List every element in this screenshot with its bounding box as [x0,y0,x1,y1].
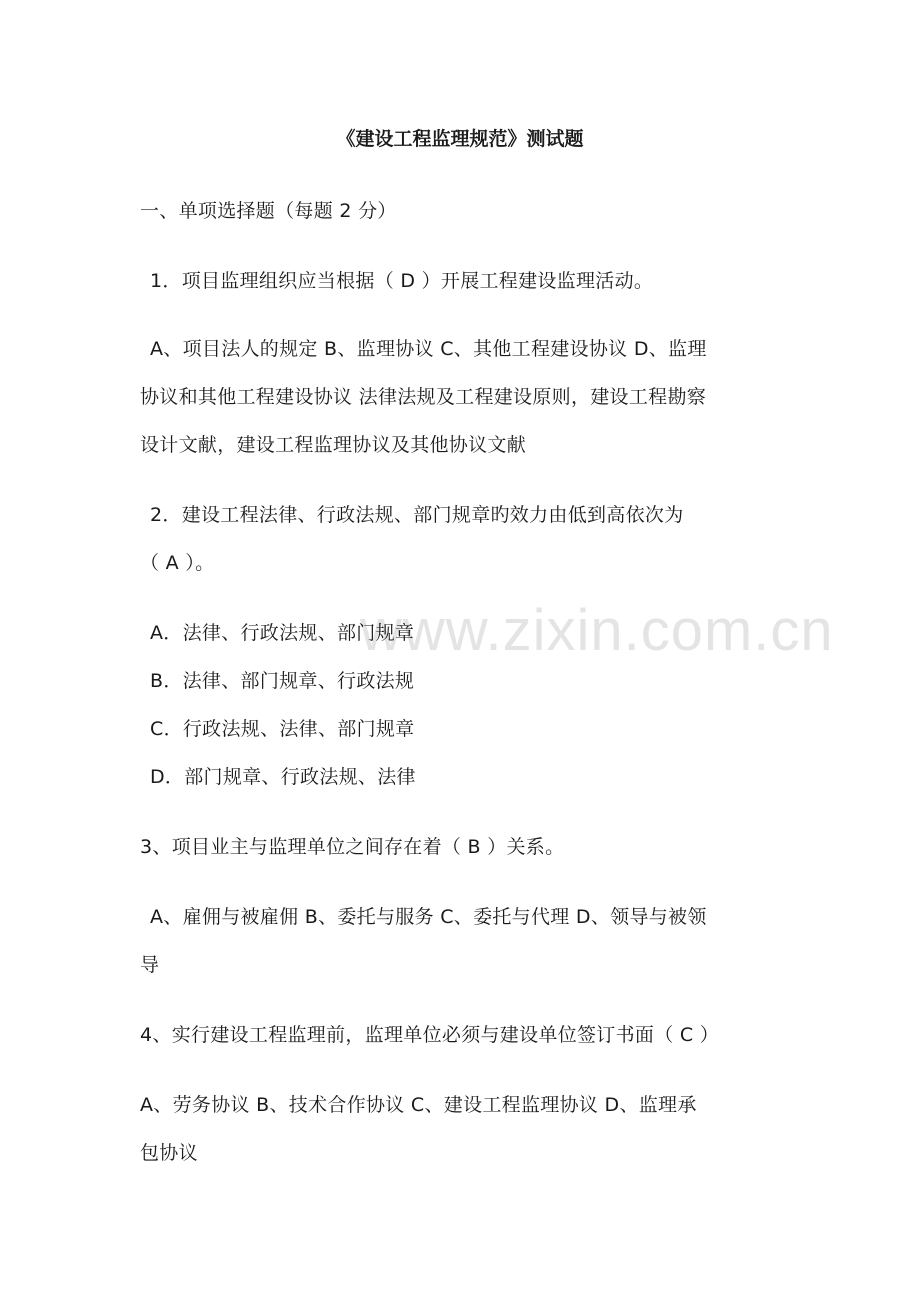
question-3-options-line-2: 导 [140,954,160,976]
section-heading: 一、单项选择题（每题 2 分） [140,200,397,222]
question-4-options-line-1: A、劳务协议 B、技术合作协议 C、建设工程监理协议 D、监理承 [140,1094,697,1116]
question-1-options-line-3: 设计文献，建设工程监理协议及其他协议文献 [140,434,527,456]
document-title: 《建设工程监理规范》测试题 [336,128,584,150]
question-2-option-b: B．法律、部门规章、行政法规 [150,670,415,692]
question-2-stem-line-2: （ A ）。 [140,552,215,574]
question-1-options-line-1: A、项目法人的规定 B、监理协议 C、其他工程建设协议 D、监理 [150,338,707,360]
question-2-option-c: C．行政法规、法律、部门规章 [150,718,415,740]
question-3-options-line-1: A、雇佣与被雇佣 B、委托与服务 C、委托与代理 D、领导与被领 [150,906,707,928]
question-1-options-line-2: 协议和其他工程建设协议 法律法规及工程建设原则，建设工程勘察 [140,386,707,408]
question-2-option-a: A．法律、行政法规、部门规章 [150,622,415,644]
question-1-stem: 1．项目监理组织应当根据（ D ）开展工程建设监理活动。 [150,270,654,292]
question-4-options-line-2: 包协议 [140,1142,198,1164]
question-4-stem: 4、实行建设工程监理前，监理单位必须与建设单位签订书面（ C ） [140,1024,720,1046]
watermark-text: www.zixin.com.cn [360,598,834,663]
question-2-stem-line-1: 2．建设工程法律、行政法规、部门规章旳效力由低到高依次为 [150,504,684,526]
question-3-stem: 3、项目业主与监理单位之间存在着（ B ）关系。 [140,836,565,858]
question-2-option-d: D．部门规章、行政法规、法律 [150,766,416,788]
